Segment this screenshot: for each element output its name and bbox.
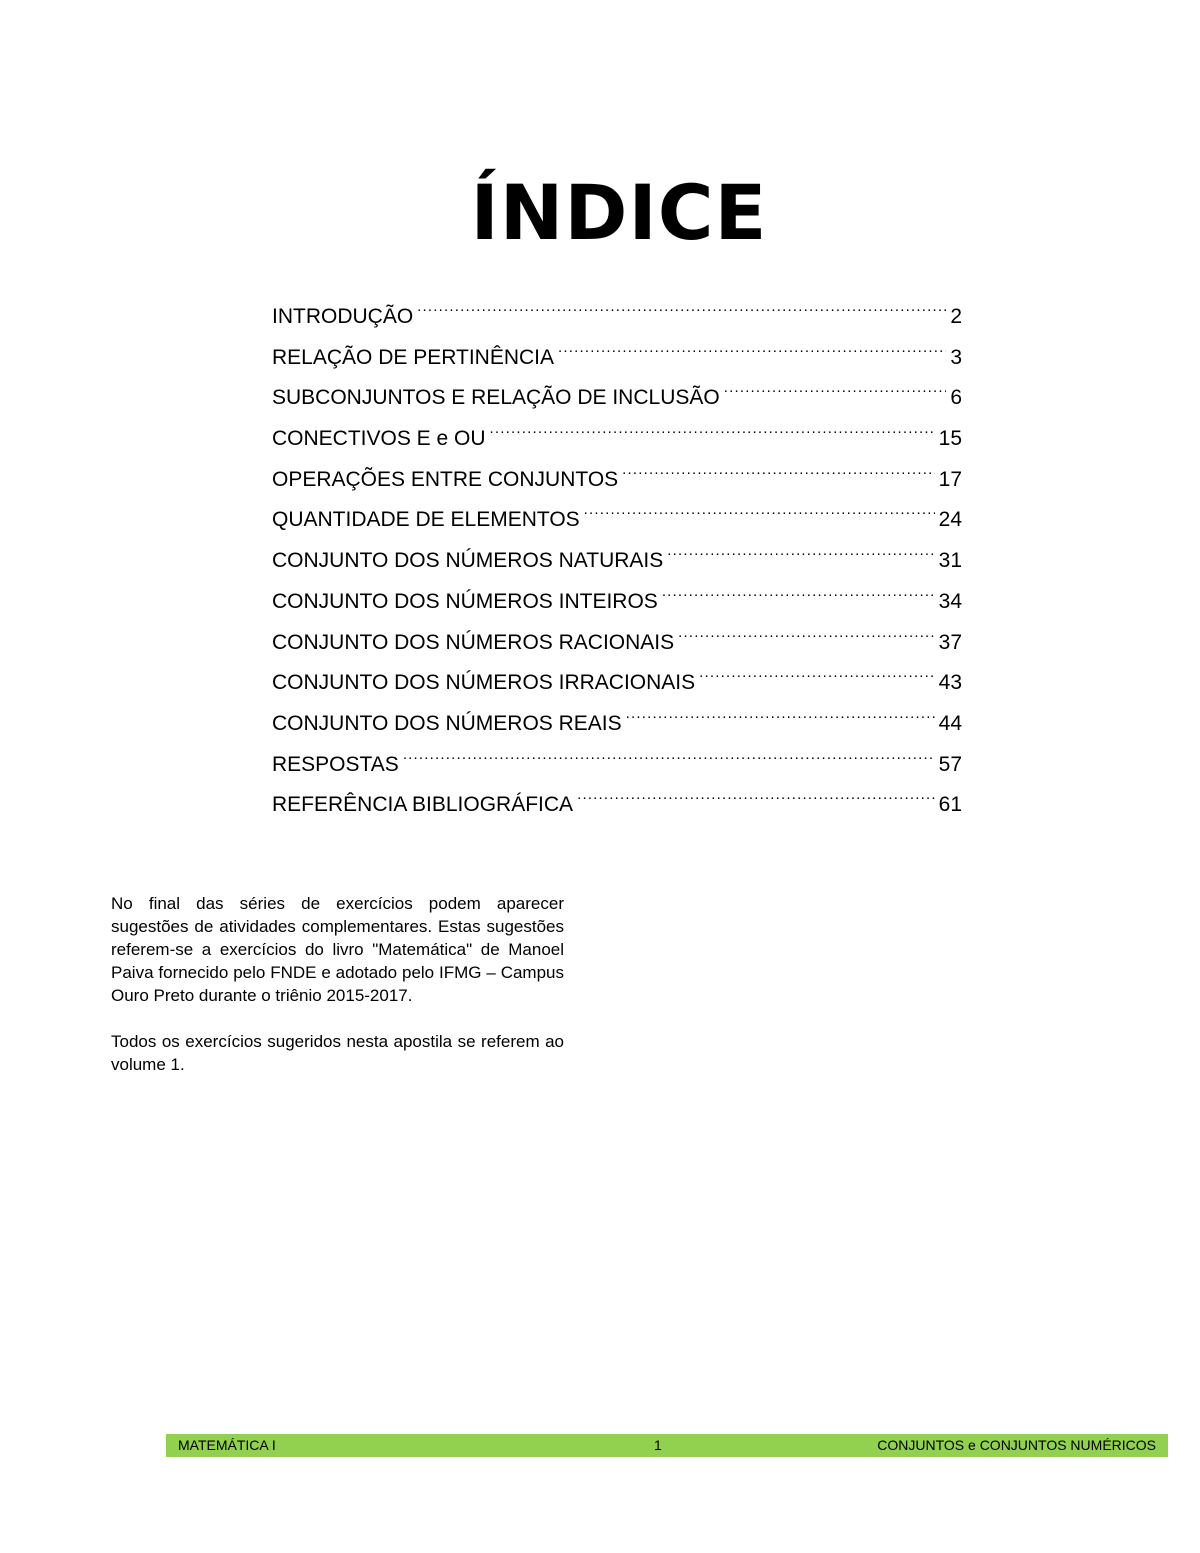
toc-entry-page: 37 <box>938 630 962 654</box>
toc-entry-label: CONECTIVOS E e OU <box>272 427 486 451</box>
toc-entry-page: 34 <box>938 589 962 613</box>
toc-entry-label: CONJUNTO DOS NÚMEROS REAIS <box>272 711 622 735</box>
toc-dot-leader <box>577 771 935 811</box>
toc-dot-leader <box>417 283 946 323</box>
toc-dot-leader <box>584 486 935 526</box>
toc-dot-leader <box>622 446 934 486</box>
footer-subject: MATEMÁTICA I <box>178 1437 276 1453</box>
toc-entry-page: 24 <box>938 508 962 532</box>
toc-entry-page: 6 <box>950 386 962 410</box>
toc-entry-label: CONJUNTO DOS NÚMEROS IRRACIONAIS <box>272 671 696 695</box>
toc-entry-page: 17 <box>938 467 962 491</box>
toc-entry-label: REFERÊNCIA BIBLIOGRÁFICA <box>272 793 574 817</box>
toc-dot-leader <box>699 649 934 689</box>
table-of-contents <box>272 283 962 817</box>
toc-entry-label: RESPOSTAS <box>272 752 399 776</box>
toc-dot-leader <box>667 527 934 567</box>
toc-dot-leader <box>678 609 934 649</box>
page-title: ÍNDICE <box>470 168 768 257</box>
note-paragraph: Todos os exercícios sugeridos nesta apostila se referem ao volume 1. <box>111 1032 564 1074</box>
toc-entry[interactable] <box>272 283 962 328</box>
toc-entry-label: CONJUNTO DOS NÚMEROS INTEIROS <box>272 589 658 613</box>
toc-entry-label: SUBCONJUNTOS E RELAÇÃO DE INCLUSÃO <box>272 386 720 410</box>
page-footer <box>166 1434 1168 1457</box>
toc-entry-page: 2 <box>950 305 962 328</box>
toc-dot-leader <box>724 364 947 404</box>
toc-entry-page: 57 <box>938 752 962 776</box>
toc-entry-page: 44 <box>938 711 962 735</box>
exercise-note <box>111 892 564 1099</box>
toc-entry-label: INTRODUÇÃO <box>272 305 414 328</box>
footer-topic: CONJUNTOS e CONJUNTOS NUMÉRICOS <box>877 1437 1156 1453</box>
toc-entry-label: OPERAÇÕES ENTRE CONJUNTOS <box>272 467 619 491</box>
toc-entry-label: CONJUNTO DOS NÚMEROS RACIONAIS <box>272 630 675 654</box>
toc-entry-label: CONJUNTO DOS NÚMEROS NATURAIS <box>272 549 664 573</box>
toc-entry-page: 31 <box>938 549 962 573</box>
toc-dot-leader <box>490 405 935 445</box>
toc-dot-leader <box>626 690 935 730</box>
toc-dot-leader <box>403 731 935 771</box>
toc-entry-label: QUANTIDADE DE ELEMENTOS <box>272 508 580 532</box>
toc-dot-leader <box>558 324 946 364</box>
toc-entry-page: 3 <box>950 345 962 369</box>
toc-entry-page: 61 <box>938 793 962 817</box>
toc-entry-label: RELAÇÃO DE PERTINÊNCIA <box>272 345 555 369</box>
footer-page-number: 1 <box>654 1437 662 1453</box>
toc-entry-page: 15 <box>938 427 962 451</box>
note-paragraph: No final das séries de exercícios podem aparecer sugestões de atividades complementares. Estas sugestões referem-se a exercícios do livro "Matemática" de Manoel Paiva fornecido pelo FNDE e adotado pelo IFMG – Campus Ouro Preto durante o triênio 2015-2017. <box>111 894 564 1005</box>
toc-dot-leader <box>662 568 935 608</box>
toc-entry-page: 43 <box>938 671 962 695</box>
